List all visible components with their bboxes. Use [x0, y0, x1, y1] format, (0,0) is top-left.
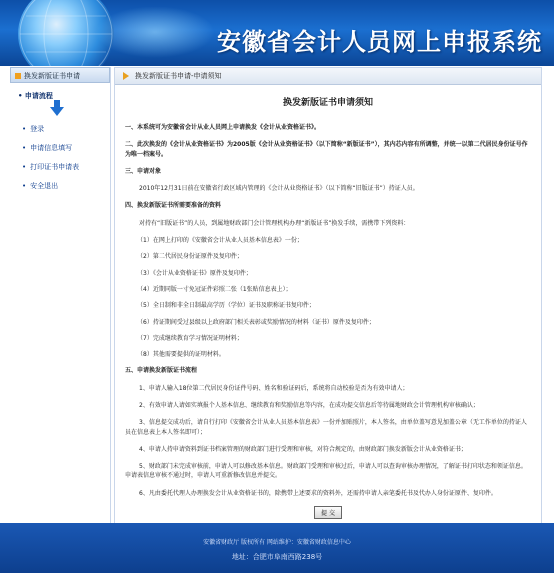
materials-item: （8）其他需要提供的证明材料。: [137, 351, 225, 359]
materials-item: （2）第二代居民身份证原件及复印件；: [137, 253, 243, 261]
process-step: 1、申请人输入18位第二代居民身份证件号码、姓名和验证码后，系统将自动校验是否为有效申请人；: [139, 384, 409, 392]
process-step: 2、有效申请人请如实填报个人基本信息、继续教育和奖励信息等内容，在成功提交信息后等待属地财政会计管理机构审核确认；: [139, 401, 479, 409]
footer-copyright: 安徽省财政厅 版权所有 网站维护：安徽省财政信息中心: [203, 539, 351, 546]
main-panel: [114, 67, 542, 525]
materials-intro: 对持有“旧版证书”的人员，到属地财政部门会计管理机构办理“新版证书”换发手续，需携带下列资料：: [139, 219, 410, 227]
sidebar-item-print-form[interactable]: • 打印证书申请表: [22, 162, 110, 172]
section-heading-applicants: 三、申请对象: [125, 167, 162, 175]
sidebar-section-label: 申请流程: [24, 92, 53, 100]
sidebar-item-login[interactable]: • 登录: [22, 124, 110, 134]
notice-document: [115, 85, 541, 519]
submit-wrap: [125, 506, 531, 519]
down-arrow-icon: [50, 107, 64, 116]
banner-glow: [95, 6, 215, 58]
process-step: 5、财政部门未完成审核前，申请人可以修改基本信息。财政部门受理和审核过后，申请人可以查询审核办理情况，了解证书打印状态和领证信息。申请表信息审核不通过时，申请人可重新修改信息并提交。: [125, 463, 527, 480]
bullet-square-icon: [15, 73, 21, 79]
process-step: 6、凡由委托代理人办理换发会计从业资格证书的，除携带上述要求的资料外，还需持申请人亲笔委托书及代办人身份证原件、复印件。: [139, 489, 497, 497]
breadcrumb-label: 换发新版证书申请-申请须知: [135, 72, 222, 80]
materials-item: （4）近期同版一寸免冠证件彩照二张（1张贴信息表上）；: [137, 285, 292, 293]
breadcrumb: [115, 68, 541, 85]
footer: [0, 523, 554, 573]
sidebar-header-label: 换发新版证书申请: [24, 72, 80, 80]
footer-address: 地址：合肥市阜南西路238号: [231, 553, 323, 561]
sidebar-header: [10, 67, 110, 83]
site-title: 安徽省会计人员网上申报系统: [217, 28, 542, 56]
sidebar: [10, 67, 111, 525]
submit-button[interactable]: 提 交: [314, 506, 342, 519]
section-heading-materials: 四、换发新版证书所需要准备的资料: [125, 202, 222, 210]
arrow-right-icon: [123, 72, 129, 80]
sidebar-section-title: • 申请流程: [18, 92, 53, 100]
materials-item: （1）在网上打印的《安徽省会计从业人员基本信息表》一份；: [137, 237, 303, 245]
materials-item: （6）持证期间受过县级以上政府部门相关表彰或奖励情况的材料（证书）原件及复印件；: [137, 318, 375, 326]
page-title: 换发新版证书申请须知: [282, 98, 373, 108]
applicants-text: 2010年12月31日前在安徽省行政区域内管理的《会计从业资格证书》（以下简称“旧版证书”）持证人员。: [139, 185, 419, 193]
process-step: 4、申请人持申请资料到证书档案管理的财政部门进行受理和审核，对符合规定的，由财政部门换发新版会计从业资格证书；: [139, 445, 467, 453]
header-banner: [0, 0, 554, 66]
sidebar-item-fill-info[interactable]: • 申请信息填写: [22, 143, 110, 153]
materials-item: （5）全日制和非全日制最高学历（学位）证书及职称证书复印件；: [137, 302, 315, 310]
process-step: 3、信息提交成功后，请自行打印《安徽省会计从业人员基本信息表》一份并加贴照片，本人签名，由单位盖写意见加盖公章（无工作单位的持证人员在信息表上本人签名即可）；: [125, 419, 527, 436]
notice-paragraph-2: 二、此次换发的《会计从业资格证书》为2005版《会计从业资格证书》（以下简称“新版证书”），其内芯内容有所调整，并统一以第二代居民身份证号作为唯一档案号。: [125, 141, 528, 158]
materials-item: （7）完成继续教育学习情况证明材料；: [137, 334, 243, 342]
sidebar-item-logout[interactable]: • 安全退出: [22, 181, 110, 191]
section-heading-process: 五、申请换发新版证书流程: [125, 367, 198, 375]
notice-paragraph-1: 一、本系统可为安徽省会计从业人员网上申请换发《会计从业资格证书》。: [125, 123, 321, 131]
sidebar-menu: [10, 124, 110, 191]
materials-item: （3）《会计从业资格证书》原件及复印件；: [137, 269, 252, 277]
